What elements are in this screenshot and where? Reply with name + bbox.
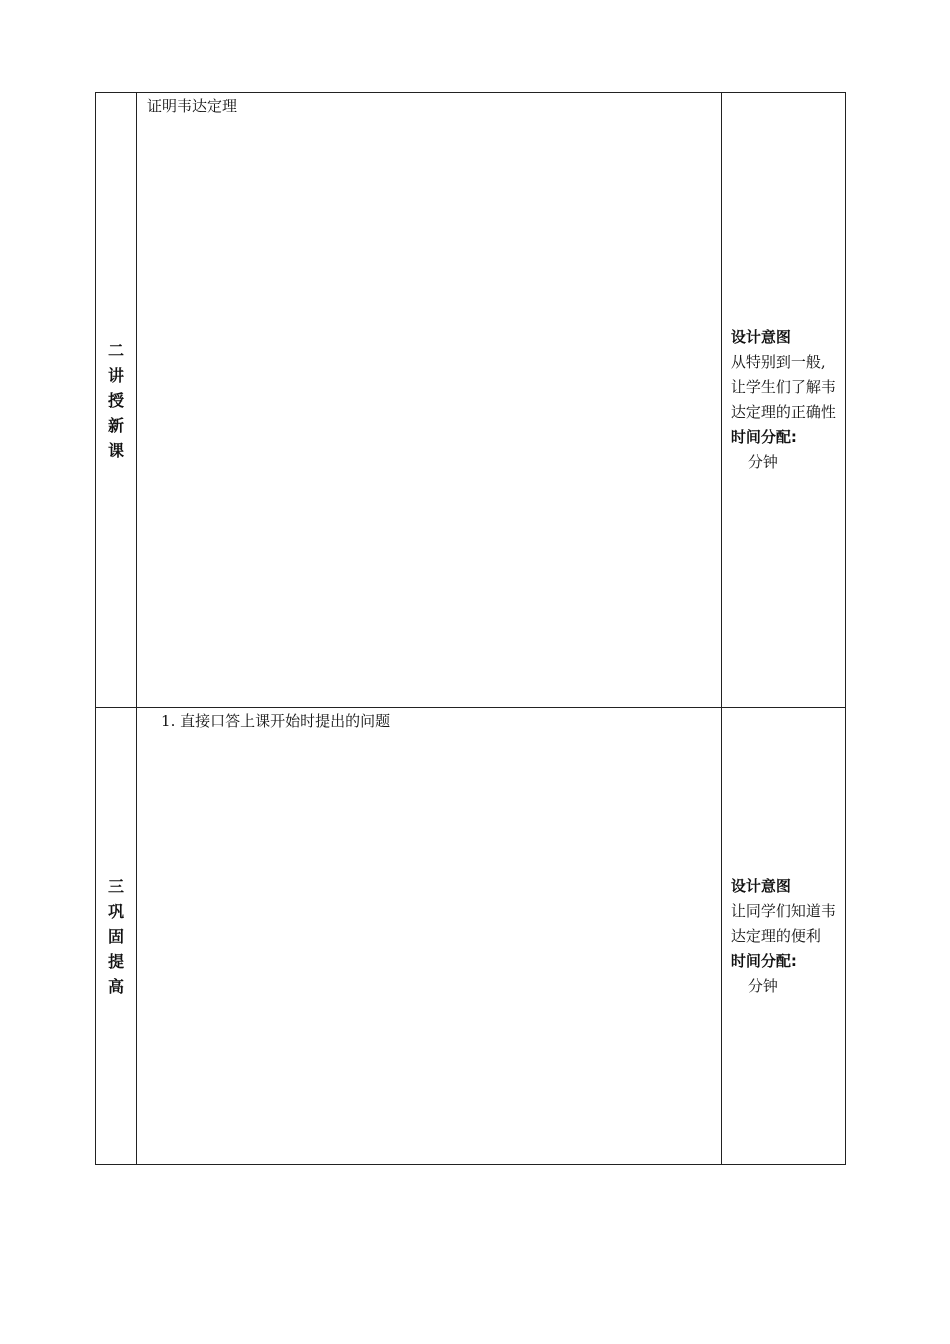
main-content-text: 证明韦达定理 [147, 97, 238, 115]
section-row-new-lesson [96, 93, 846, 708]
lesson-plan-table [95, 92, 846, 1165]
time-allocation-heading: 时间分配: [730, 428, 797, 446]
design-intent-heading: 设计意图 [730, 328, 791, 346]
section-label: 二讲授新课 [108, 340, 125, 460]
time-allocation-value: 分钟 [747, 976, 778, 995]
main-content-cell [137, 93, 722, 708]
section-label-cell [96, 708, 137, 1165]
section-label-cell [96, 93, 137, 708]
design-intent-text: 让同学们知道韦达定理的便利 [730, 901, 836, 945]
design-note-cell [721, 93, 845, 708]
section-label: 三巩固提高 [108, 876, 125, 996]
main-content-text: 1. 直接口答上课开始时提出的问题 [161, 712, 391, 730]
time-allocation-value: 分钟 [747, 453, 778, 471]
time-allocation-heading: 时间分配: [730, 951, 797, 970]
section-row-consolidation [96, 708, 846, 1165]
main-content-cell [137, 708, 722, 1165]
design-note-cell [721, 708, 845, 1165]
design-intent-heading: 设计意图 [730, 876, 791, 895]
design-intent-text: 从特别到一般,让学生们了解韦达定理的正确性 [730, 353, 836, 421]
